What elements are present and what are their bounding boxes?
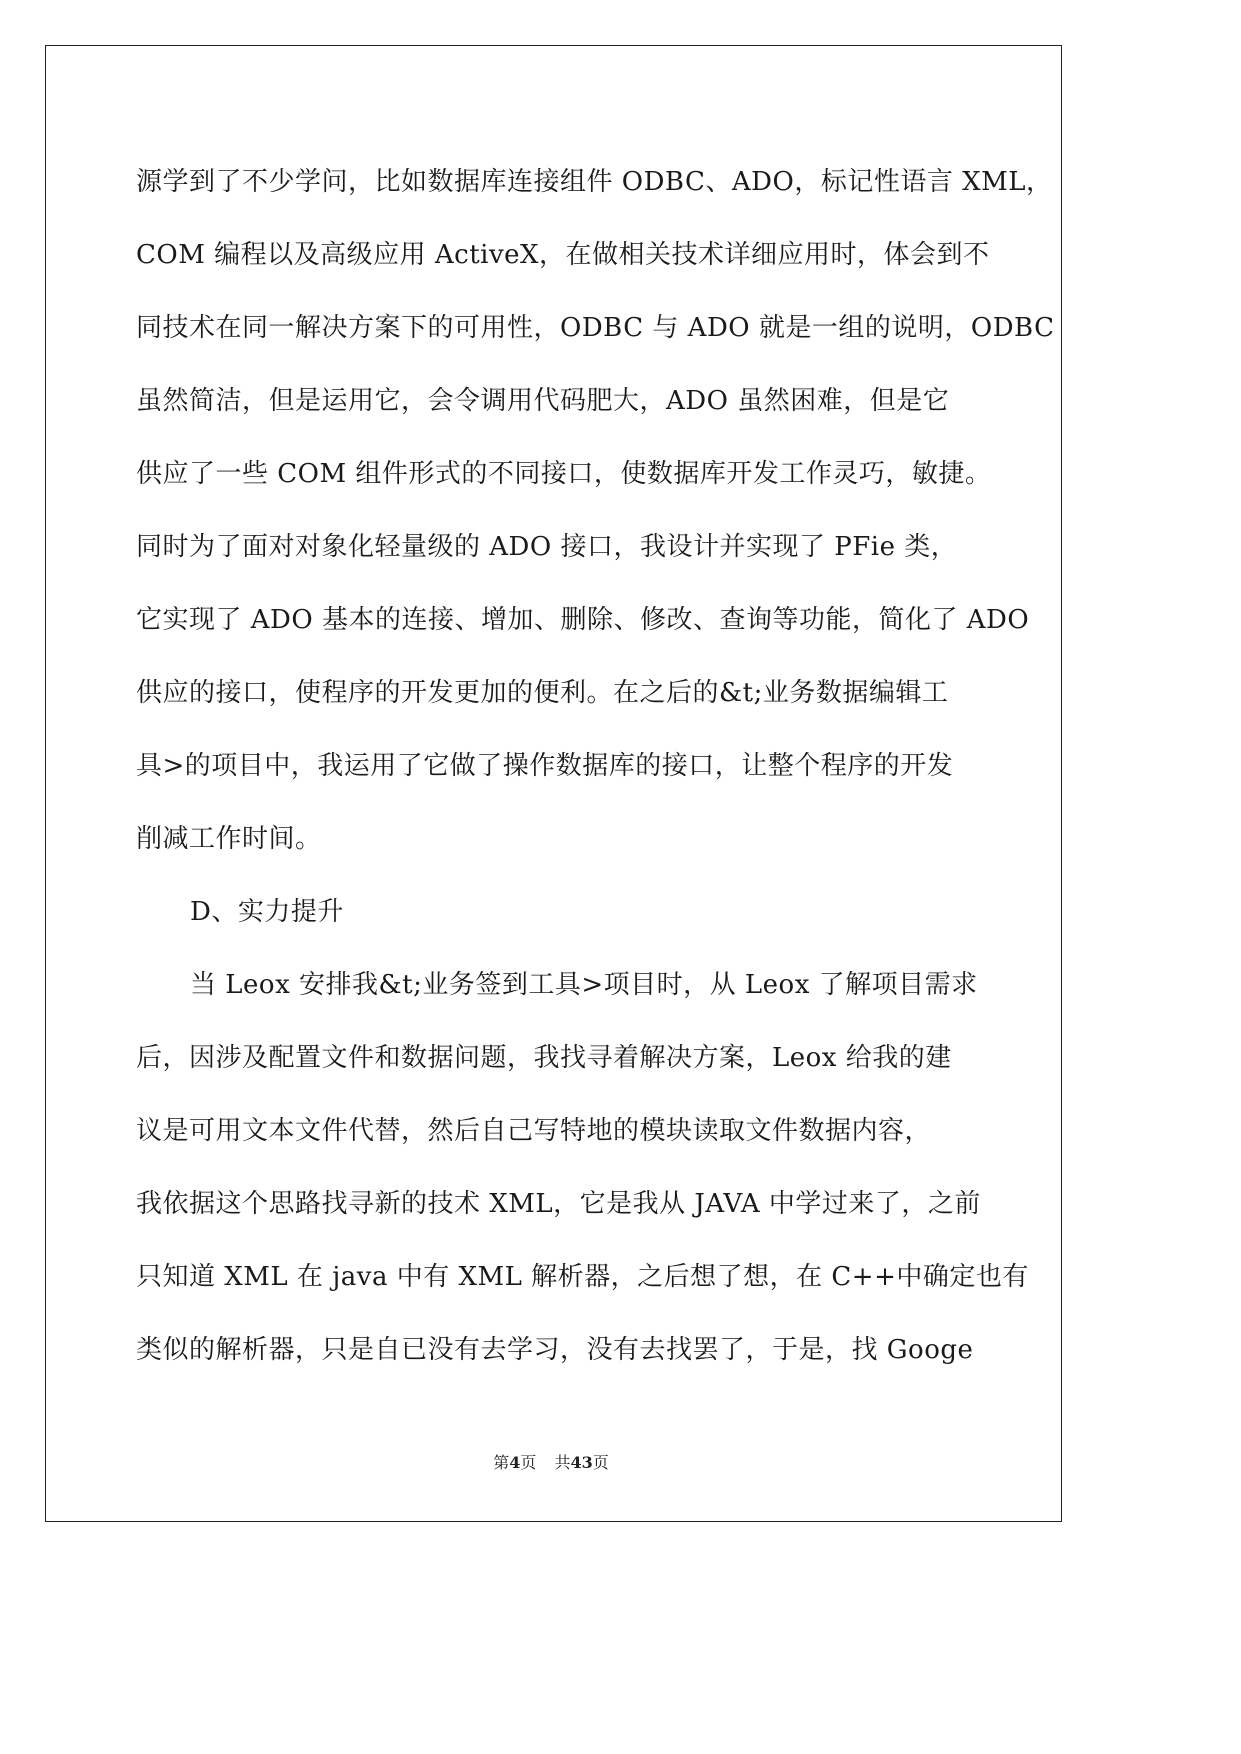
total-suffix: 页: [592, 1453, 609, 1472]
page-suffix: 页: [520, 1453, 537, 1472]
text-line: 议是可用文本文件代替，然后自己写特地的模块读取文件数据内容，: [136, 1116, 932, 1146]
text-line: 只知道 XML 在 java 中有 XML 解析器，之后想了想，在 C++中确定也有: [136, 1262, 1029, 1292]
text-line: 它实现了 ADO 基本的连接、增加、删除、修改、查询等功能，简化了 ADO: [136, 605, 1030, 635]
section-heading: D、实力提升: [190, 897, 344, 927]
page-number: 4: [509, 1453, 521, 1472]
total-prefix: 共: [554, 1453, 571, 1472]
page-prefix: 第: [493, 1453, 510, 1472]
text-line: 我依据这个思路找寻新的技术 XML，它是我从 JAVA 中学过来了，之前: [136, 1189, 981, 1219]
total-pages: 43: [570, 1453, 593, 1472]
text-line: 同技术在同一解决方案下的可用性，ODBC 与 ADO 就是一组的说明，ODBC: [136, 313, 1055, 343]
text-line: 供应了一些 COM 组件形式的不同接口，使数据库开发工作灵巧，敏捷。: [136, 459, 992, 489]
text-line: 当 Leox 安排我&t;业务签到工具>项目时，从 Leox 了解项目需求: [190, 970, 978, 1000]
text-line: 同时为了面对对象化轻量级的 ADO 接口，我设计并实现了 PFie 类，: [136, 532, 958, 562]
text-line: 具>的项目中，我运用了它做了操作数据库的接口，让整个程序的开发: [136, 751, 954, 781]
text-line: 源学到了不少学问，比如数据库连接组件 ODBC、ADO，标记性语言 XML，: [136, 167, 1053, 197]
page-footer: [0, 1453, 1102, 1473]
text-line: 供应的接口，使程序的开发更加的便利。在之后的&t;业务数据编辑工: [136, 678, 949, 708]
text-line: COM 编程以及高级应用 ActiveX，在做相关技术详细应用时，体会到不: [136, 240, 990, 270]
text-line: 类似的解析器，只是自已没有去学习，没有去找罢了，于是，找 Googe: [136, 1335, 974, 1365]
text-line: 后，因涉及配置文件和数据问题，我找寻着解决方案，Leox 给我的建: [136, 1043, 952, 1073]
text-line: 削减工作时间。: [136, 824, 322, 854]
text-line: 虽然简洁，但是运用它，会令调用代码肥大，ADO 虽然困难，但是它: [136, 386, 950, 416]
document-body: [136, 146, 1055, 1387]
